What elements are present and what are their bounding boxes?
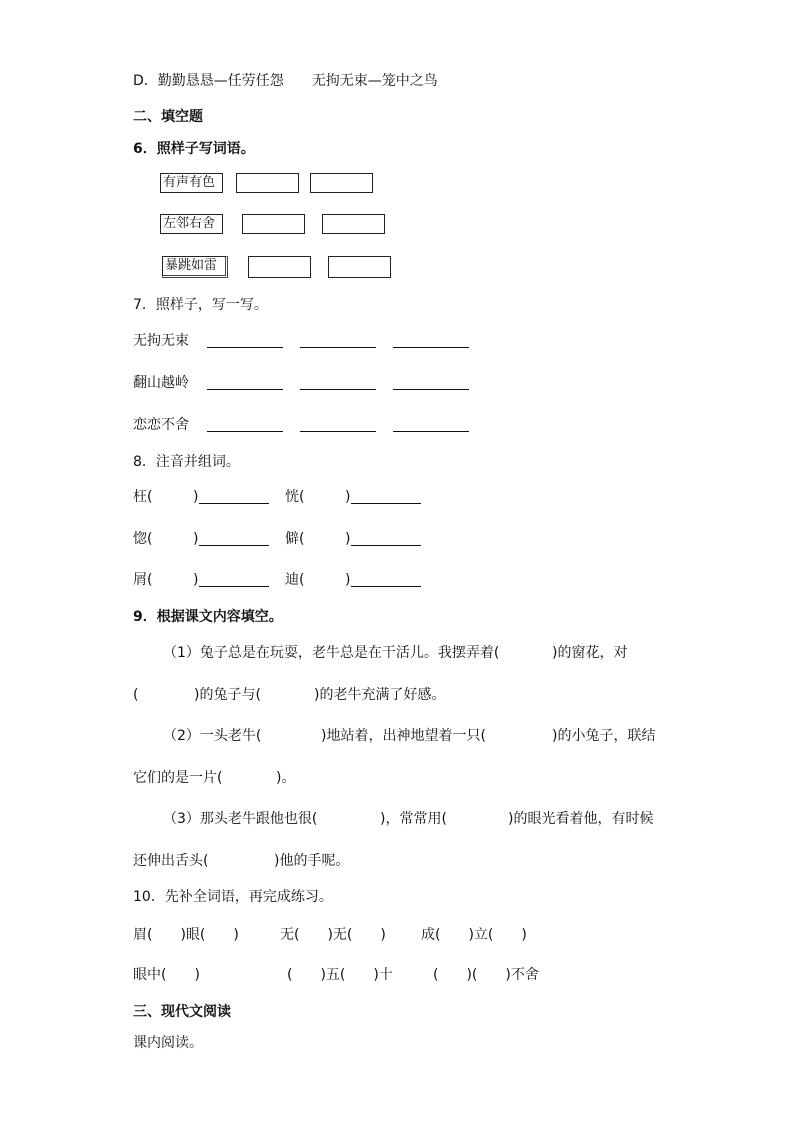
q10-item-3: 成( )立( ) xyxy=(421,927,527,943)
q10-item-4: 眼中( ) xyxy=(133,967,200,983)
q9-p2-text-a: （2）一头老牛( xyxy=(163,728,262,744)
q9-p2-text-d: 它们的是一片( xyxy=(133,770,223,786)
q8-word-blank-1[interactable] xyxy=(199,503,269,504)
q6-answer-box-1b[interactable] xyxy=(310,173,373,193)
q8-paren-close: ) xyxy=(193,572,199,588)
q8-char-3: 惚 xyxy=(133,531,147,547)
q7-blank-1c[interactable] xyxy=(393,347,469,348)
q8-word-blank-2[interactable] xyxy=(351,503,421,504)
q8-paren-open: ( xyxy=(147,531,153,547)
q8-word-blank-4[interactable] xyxy=(351,545,421,546)
q9-p3-text-e: )他的手呢。 xyxy=(274,853,350,869)
q9-p1-text-e: )的老牛充满了好感。 xyxy=(314,687,446,703)
q6-example-1: 有声有色 xyxy=(160,173,223,193)
q6-example-2: 左邻右舍 xyxy=(160,214,223,234)
q8-paren-close: ) xyxy=(193,489,199,505)
q6-answer-box-1a[interactable] xyxy=(236,173,299,193)
q9-p3-text-b: )，常常用( xyxy=(380,811,447,827)
q9-p1-text-a: （1）兔子总是在玩耍，老牛总是在干活儿。我摆弄着( xyxy=(163,645,500,661)
q10-item-2: 无( )无( ) xyxy=(280,927,386,943)
q10-item-6: ( )( )不舍 xyxy=(433,967,539,983)
q8-paren-open: ( xyxy=(299,489,305,505)
q8-paren-close: ) xyxy=(345,572,351,588)
q9-p2-text-c: )的小兔子，联结 xyxy=(552,728,656,744)
q7-blank-1a[interactable] xyxy=(207,347,283,348)
q6-title: 6．照样子写词语。 xyxy=(133,141,255,157)
q9-p1-text-d: )的兔子与( xyxy=(194,687,261,703)
q8-title: 8．注音并组词。 xyxy=(133,454,240,470)
q7-blank-2b[interactable] xyxy=(300,389,376,390)
q7-blank-3c[interactable] xyxy=(393,431,469,432)
q9-p3-text-d: 还伸出舌头( xyxy=(133,853,209,869)
q9-p1-text-c: ( xyxy=(133,687,139,703)
section-2-title: 二、填空题 xyxy=(133,109,203,125)
q7-blank-3a[interactable] xyxy=(207,431,283,432)
q6-answer-box-3b[interactable] xyxy=(328,256,391,278)
q5-option-d: D．勤勤恳恳—任劳任怨 无拘无束—笼中之鸟 xyxy=(133,73,438,89)
q8-paren-close: ) xyxy=(345,489,351,505)
q8-word-blank-3[interactable] xyxy=(199,545,269,546)
q9-p2-text-b: )地站着，出神地望着一只( xyxy=(321,728,486,744)
q10-title: 10．先补全词语，再完成练习。 xyxy=(133,889,333,905)
q10-item-1: 眉( )眼( ) xyxy=(133,927,239,943)
q7-example-3: 恋恋不舍 xyxy=(133,417,189,433)
q8-paren-close: ) xyxy=(345,531,351,547)
q7-blank-3b[interactable] xyxy=(300,431,376,432)
q9-p3-text-c: )的眼光看着他，有时候 xyxy=(508,811,654,827)
q6-answer-box-2b[interactable] xyxy=(322,214,385,234)
q6-example-3: 暴跳如雷 xyxy=(162,256,228,278)
q8-char-5: 屑 xyxy=(133,572,147,588)
q7-title: 7．照样子，写一写。 xyxy=(133,297,268,313)
q9-p1-text-b: )的窗花，对 xyxy=(552,645,628,661)
q7-blank-2a[interactable] xyxy=(207,389,283,390)
q6-answer-box-2a[interactable] xyxy=(242,214,305,234)
q7-example-2: 翻山越岭 xyxy=(133,375,189,391)
q8-word-blank-6[interactable] xyxy=(351,586,421,587)
q8-char-6: 迪 xyxy=(285,572,299,588)
q10-item-5: ( )五( )十 xyxy=(287,967,393,983)
q8-paren-close: ) xyxy=(193,531,199,547)
q7-example-1: 无拘无束 xyxy=(133,333,189,349)
q9-p3-text-a: （3）那头老牛跟他也很( xyxy=(163,811,318,827)
q8-paren-open: ( xyxy=(147,489,153,505)
q8-paren-open: ( xyxy=(299,531,305,547)
q7-blank-1b[interactable] xyxy=(300,347,376,348)
q9-p2-text-e: )。 xyxy=(276,770,296,786)
section-3-title: 三、现代文阅读 xyxy=(133,1004,231,1020)
q8-paren-open: ( xyxy=(299,572,305,588)
reading-intro: 课内阅读。 xyxy=(133,1035,203,1051)
q6-answer-box-3a[interactable] xyxy=(248,256,311,278)
q9-title: 9．根据课文内容填空。 xyxy=(133,609,283,625)
q8-word-blank-5[interactable] xyxy=(199,586,269,587)
q8-paren-open: ( xyxy=(147,572,153,588)
q8-char-4: 僻 xyxy=(285,531,299,547)
q8-char-2: 恍 xyxy=(285,489,299,505)
q8-char-1: 枉 xyxy=(133,489,147,505)
q7-blank-2c[interactable] xyxy=(393,389,469,390)
